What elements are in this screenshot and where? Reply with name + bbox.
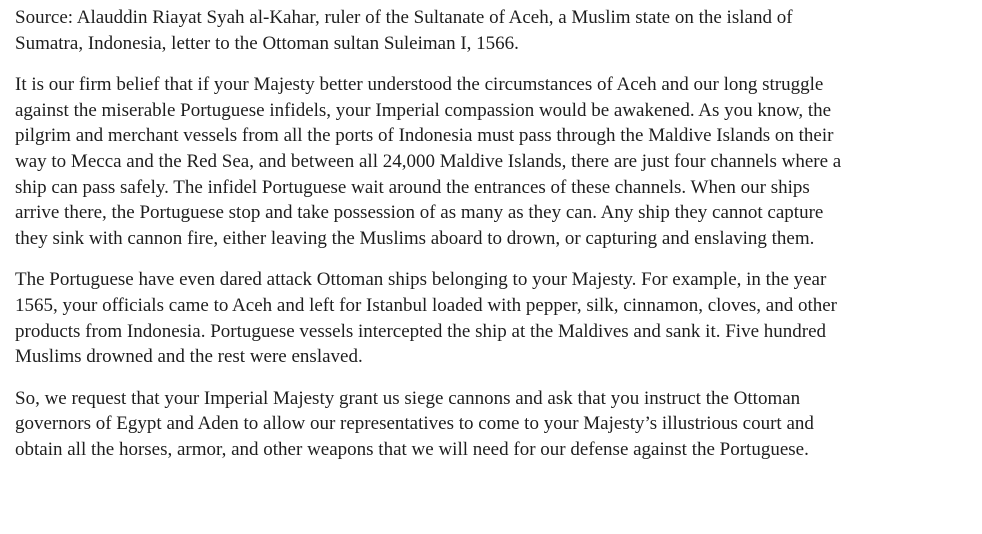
paragraph-1	[15, 72, 973, 251]
text-line: Muslims drowned and the rest were enslaved.	[15, 346, 363, 368]
text-line: pilgrim and merchant vessels from all the ports of Indonesia must pass through the Maldive Islands on their	[15, 125, 834, 147]
text-line: products from Indonesia. Portuguese vessels intercepted the ship at the Maldives and sank it. Five hundred	[15, 320, 827, 342]
document-body	[15, 5, 973, 479]
paragraph-3	[15, 386, 973, 463]
text-line: Sumatra, Indonesia, letter to the Ottoman sultan Suleiman I, 1566.	[15, 32, 519, 54]
text-line: The Portuguese have even dared attack Ottoman ships belonging to your Majesty. For example, in the year	[15, 269, 827, 291]
text-line: they sink with cannon fire, either leaving the Muslims aboard to drown, or capturing and enslaving them.	[15, 227, 815, 249]
text-line: Source: Alauddin Riayat Syah al-Kahar, ruler of the Sultanate of Aceh, a Muslim state on the island of	[15, 7, 793, 28]
text-line: obtain all the horses, armor, and other weapons that we will need for our defense against the Portuguese.	[15, 438, 809, 460]
text-line: governors of Egypt and Aden to allow our representatives to come to your Majesty’s illustrious court and	[15, 413, 814, 435]
text-line: So, we request that your Imperial Majesty grant us siege cannons and ask that you instruct the Ottoman	[15, 387, 801, 409]
text-line: It is our firm belief that if your Majesty better understood the circumstances of Aceh and our long struggle	[15, 74, 824, 96]
text-line: arrive there, the Portuguese stop and take possession of as many as they can. Any ship they cannot capture	[15, 202, 824, 224]
text-line: way to Mecca and the Red Sea, and between all 24,000 Maldive Islands, there are just four channels where a	[15, 150, 842, 172]
text-line: ship can pass safely. The infidel Portuguese wait around the entrances of these channels. When our ships	[15, 176, 810, 198]
text-line: 1565, your officials came to Aceh and left for Istanbul loaded with pepper, silk, cinnamon, cloves, and other	[15, 294, 837, 316]
source-citation	[15, 5, 973, 56]
paragraph-2	[15, 267, 973, 369]
text-line: against the miserable Portuguese infidels, your Imperial compassion would be awakened. As you know, the	[15, 99, 832, 121]
